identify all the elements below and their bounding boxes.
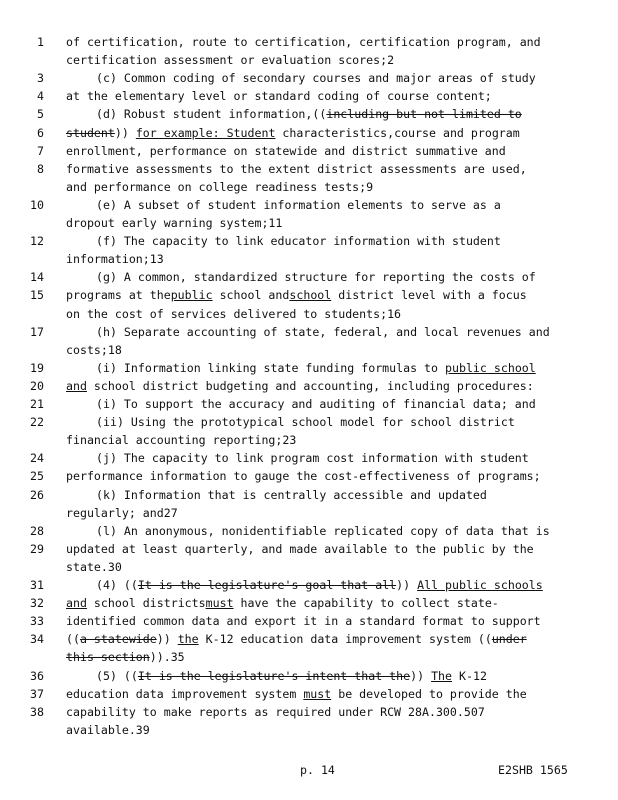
line-number: 26 <box>30 487 44 502</box>
struck-text: It is the legislature's intent that the <box>137 668 411 683</box>
text-line <box>0 33 618 51</box>
text-segment: costs;18 <box>66 342 122 357</box>
struck-text: It is the legislature's goal that all <box>137 578 397 592</box>
text-segment: financial accounting reporting;23 <box>66 433 297 448</box>
text-segment: (g) A common, standardized structure for reporting the costs of <box>96 270 536 285</box>
text-segment: (l) An anonymous, nonidentifiable replicated copy of data that is <box>96 523 550 538</box>
line-text <box>66 305 401 323</box>
text-segment: regularly; and27 <box>66 505 178 520</box>
line-number: 17 <box>30 324 44 339</box>
line-number: 4 <box>37 89 44 104</box>
line-number: 31 <box>30 578 44 592</box>
line-number: 37 <box>30 686 44 701</box>
text-line <box>0 413 618 431</box>
text-line <box>0 504 618 522</box>
text-segment: education data improvement system <box>66 686 304 701</box>
text-line <box>0 286 618 304</box>
line-text <box>66 87 492 105</box>
inserted-text: public <box>170 288 213 303</box>
line-text <box>66 467 541 485</box>
text-line <box>0 359 618 377</box>
line-number: 22 <box>30 415 44 430</box>
text-line <box>0 540 618 558</box>
line-number: 7 <box>37 143 44 158</box>
text-line <box>0 160 618 178</box>
line-text <box>96 268 536 286</box>
text-segment: (f) The capacity to link educator information with student <box>96 234 501 249</box>
inserted-text: and <box>66 378 87 393</box>
text-segment: identified common data and export it in a standard format to support <box>66 614 541 629</box>
line-text <box>66 124 520 142</box>
line-number: 20 <box>30 378 44 393</box>
text-line <box>0 69 618 87</box>
struck-text: including but not limited to <box>326 107 522 122</box>
line-text <box>96 486 487 504</box>
text-segment: (i) To support the accuracy and auditing of financial data; and <box>96 397 536 411</box>
text-segment: programs at the <box>66 288 171 303</box>
text-line <box>0 685 618 703</box>
text-segment: of certification, route to certification, certification program, and <box>66 35 541 49</box>
line-text <box>96 395 536 413</box>
line-text <box>96 323 550 341</box>
line-number: 25 <box>30 469 44 484</box>
text-line <box>0 431 618 449</box>
line-text <box>66 721 150 739</box>
text-segment: K-12 education data improvement system (( <box>198 632 492 647</box>
text-segment: dropout early warning system;11 <box>66 216 283 230</box>
line-number: 15 <box>30 288 44 303</box>
line-text <box>66 178 373 196</box>
text-segment: (h) Separate accounting of state, federal, and local revenues and <box>96 324 550 339</box>
line-text <box>66 431 296 449</box>
text-segment: certification assessment or evaluation scores;2 <box>66 53 395 68</box>
line-text <box>96 196 501 214</box>
line-text <box>66 160 527 178</box>
text-line <box>0 214 618 232</box>
text-line <box>0 467 618 485</box>
text-segment: (c) Common coding of secondary courses and major areas of study <box>96 71 536 86</box>
text-segment: (k) Information that is centrally accessible and updated <box>96 487 487 502</box>
line-number: 10 <box>30 197 44 212</box>
text-segment: school and <box>212 288 290 303</box>
text-segment: school districts <box>86 596 206 611</box>
line-text <box>66 558 122 576</box>
text-segment: )) <box>156 632 178 647</box>
text-line <box>0 377 618 395</box>
text-segment: (j) The capacity to link program cost information with student <box>96 451 529 466</box>
text-segment: school district budgeting and accounting, including procedures: <box>86 378 534 393</box>
line-text <box>96 449 529 467</box>
line-text <box>96 69 536 87</box>
line-text <box>66 612 541 630</box>
struck-text: a statewide <box>79 632 157 647</box>
text-segment: capability to make reports as required under RCW 28A.300.507 <box>66 704 485 719</box>
text-segment: and performance on college readiness tests;9 <box>66 179 374 194</box>
line-number: 34 <box>30 632 44 647</box>
text-line <box>0 323 618 341</box>
inserted-text: All public schools <box>417 578 543 592</box>
line-number: 12 <box>30 234 44 249</box>
line-text <box>66 51 394 69</box>
page-number: p. 14 <box>300 763 335 777</box>
inserted-text: the <box>177 632 199 647</box>
text-segment: be developed to provide the <box>331 686 527 701</box>
inserted-text: for example: Student <box>135 125 276 140</box>
text-line <box>0 395 618 413</box>
text-segment: have the capability to collect state- <box>233 596 499 611</box>
inserted-text: school <box>289 288 332 303</box>
text-line <box>0 721 618 739</box>
text-segment: updated at least quarterly, and made available to the public by the <box>66 541 534 556</box>
line-number: 3 <box>37 71 44 86</box>
line-text <box>66 377 534 395</box>
inserted-text: The <box>431 668 453 683</box>
line-text <box>66 648 185 666</box>
line-number: 38 <box>30 704 44 719</box>
line-number: 33 <box>30 614 44 629</box>
line-text <box>96 105 522 123</box>
line-text <box>66 33 541 51</box>
line-text <box>66 286 527 304</box>
line-text <box>96 359 536 377</box>
struck-text: this section <box>66 650 150 665</box>
line-number: 28 <box>30 523 44 538</box>
text-segment: )) <box>114 125 136 140</box>
struck-text: under <box>491 632 527 647</box>
text-segment: (( <box>66 632 80 647</box>
text-segment: performance information to gauge the cost-effectiveness of programs; <box>66 469 541 484</box>
text-line <box>0 341 618 359</box>
line-number: 6 <box>37 125 44 140</box>
text-line <box>0 232 618 250</box>
line-text <box>66 142 506 160</box>
text-segment: (5) (( <box>96 668 138 683</box>
text-line <box>0 612 618 630</box>
line-text <box>66 341 122 359</box>
text-line <box>0 142 618 160</box>
text-line <box>0 178 618 196</box>
text-segment: available.39 <box>66 722 150 737</box>
line-text <box>96 522 550 540</box>
text-segment: (ii) Using the prototypical school model for school district <box>96 415 515 430</box>
struck-text: student <box>66 125 115 140</box>
text-line <box>0 667 618 685</box>
line-text <box>66 214 282 232</box>
line-number: 19 <box>30 360 44 375</box>
text-line <box>0 703 618 721</box>
text-line <box>0 648 618 666</box>
line-text <box>66 250 164 268</box>
text-line <box>0 268 618 286</box>
bill-identifier: E2SHB 1565 <box>498 763 568 777</box>
line-text <box>66 540 534 558</box>
line-number: 29 <box>30 541 44 556</box>
line-text <box>96 667 487 685</box>
line-number: 21 <box>30 397 44 411</box>
text-segment: on the cost of services delivered to students;16 <box>66 306 402 321</box>
line-text <box>96 232 501 250</box>
inserted-text: and <box>66 596 87 611</box>
text-segment: formative assessments to the extent district assessments are used, <box>66 161 527 176</box>
text-segment: )) <box>396 578 418 592</box>
text-line <box>0 305 618 323</box>
text-line <box>0 250 618 268</box>
line-number: 1 <box>37 35 44 49</box>
line-text <box>66 594 499 612</box>
text-line <box>0 558 618 576</box>
text-line <box>0 124 618 142</box>
text-segment: enrollment, performance on statewide and district summative and <box>66 143 506 158</box>
text-line <box>0 51 618 69</box>
text-segment: at the elementary level or standard coding of course content; <box>66 89 492 104</box>
text-segment: (4) (( <box>96 578 138 592</box>
text-line <box>0 630 618 648</box>
text-line <box>0 196 618 214</box>
text-line <box>0 576 618 594</box>
text-segment: K-12 <box>452 668 487 683</box>
line-text <box>96 413 515 431</box>
line-text <box>66 504 178 522</box>
inserted-text: must <box>205 596 234 611</box>
text-line <box>0 486 618 504</box>
line-text <box>66 703 485 721</box>
line-number: 14 <box>30 270 44 285</box>
text-segment: information;13 <box>66 252 164 267</box>
line-text <box>96 576 543 594</box>
text-segment: (d) Robust student information,(( <box>96 107 327 122</box>
text-segment: (e) A subset of student information elements to serve as a <box>96 197 501 212</box>
text-segment: state.30 <box>66 559 122 574</box>
text-segment: characteristics,course and program <box>275 125 520 140</box>
line-number: 32 <box>30 596 44 611</box>
line-text <box>66 685 527 703</box>
text-line <box>0 449 618 467</box>
line-number: 5 <box>37 107 44 122</box>
line-number: 24 <box>30 451 44 466</box>
text-line <box>0 522 618 540</box>
line-number: 36 <box>30 668 44 683</box>
text-line <box>0 105 618 123</box>
line-text <box>66 630 527 648</box>
text-segment: district level with a focus <box>331 288 527 303</box>
text-segment: (i) Information linking state funding formulas to <box>96 360 446 375</box>
text-line <box>0 594 618 612</box>
text-segment: )).35 <box>149 650 185 665</box>
inserted-text: public school <box>445 360 536 375</box>
inserted-text: must <box>303 686 332 701</box>
line-number: 8 <box>37 161 44 176</box>
text-line <box>0 87 618 105</box>
text-segment: )) <box>410 668 432 683</box>
